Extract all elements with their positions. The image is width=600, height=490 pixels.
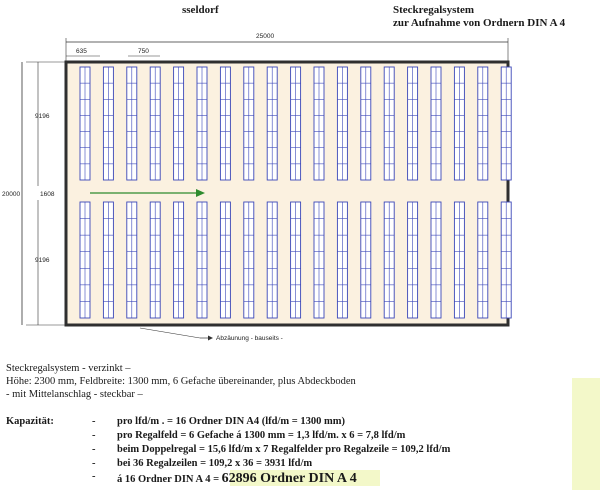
header-title-line1: Steckregalsystem: [393, 4, 475, 16]
system-description: [6, 362, 356, 401]
bullet: -: [92, 471, 96, 482]
description-line1: Steckregalsystem - verzinkt –: [6, 363, 131, 374]
dim-top-block: 9196: [35, 113, 50, 120]
capacity-total: [117, 471, 357, 487]
fence-arrow-head: [208, 336, 213, 341]
dim-gap: 750: [138, 48, 149, 55]
capacity-line: bei 36 Regalzeilen = 109,2 x 36 = 3931 lfd/m: [117, 458, 313, 469]
capacity-total-prefix: á 16 Ordner DIN A 4 =: [117, 474, 222, 485]
dim-aisle: 1608: [40, 191, 55, 198]
dim-total-height: 20000: [2, 191, 21, 198]
bullet: -: [92, 430, 96, 441]
dim-bottom-block: 9196: [35, 257, 50, 264]
header-city: sseldorf: [182, 4, 219, 16]
bullet: -: [92, 458, 96, 469]
bullet: -: [92, 416, 96, 427]
fence-leader: [140, 328, 200, 338]
capacity-line: pro lfd/m . = 16 Ordner DIN A4 (lfd/m = 1300 mm): [117, 416, 345, 427]
capacity-total-value: 62896 Ordner DIN A 4: [221, 471, 357, 486]
capacity-label: Kapazität:: [6, 416, 54, 427]
capacity-line: beim Doppelregal = 15,6 lfd/m x 7 Regalfelder pro Regalzeile = 109,2 lfd/m: [117, 444, 451, 455]
description-line2: Höhe: 2300 mm, Feldbreite: 1300 mm, 6 Gefache übereinander, plus Abdeckboden: [6, 376, 356, 387]
capacity-line: pro Regalfeld = 6 Gefache á 1300 mm = 1,3 lfd/m. x 6 = 7,8 lfd/m: [117, 430, 406, 441]
highlight-mark-right: [572, 378, 600, 490]
bullet: -: [92, 444, 96, 455]
dim-total-width: 25000: [256, 33, 275, 40]
header-title-line2: zur Aufnahme von Ordnern DIN A 4: [393, 17, 566, 29]
description-line3: - mit Mittelanschlag - steckbar –: [6, 389, 143, 400]
fence-note: Abzäunung - bauseits -: [216, 335, 283, 342]
dim-edge-gap: 635: [76, 48, 87, 55]
